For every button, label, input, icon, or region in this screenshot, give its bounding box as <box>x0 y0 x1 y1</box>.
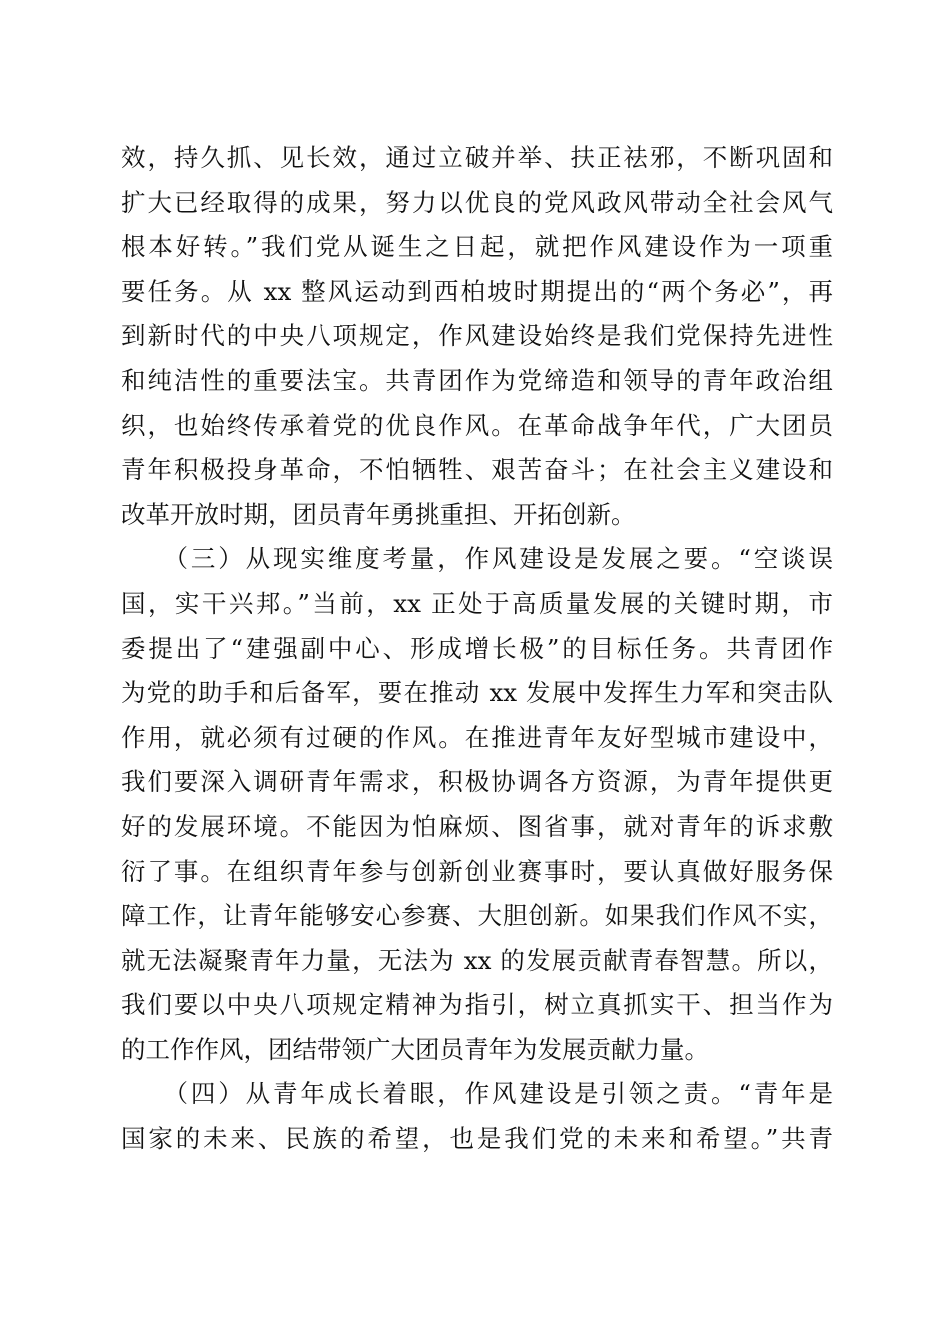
text-line: 衍了事。在组织青年参与创新创业赛事时，要认真做好服务保 <box>121 856 833 886</box>
text-line: 要任务。从 xx 整风运动到西柏坡时期提出的“两个务必”，再 <box>121 276 833 306</box>
text-line: 和纯洁性的重要法宝。共青团作为党缔造和领导的青年政治组 <box>121 365 833 395</box>
text-line: 青年积极投身革命，不怕牺牲、艰苦奋斗；在社会主义建设和 <box>121 455 833 485</box>
text-line: 国家的未来、民族的希望，也是我们党的未来和希望。”共青 <box>121 1124 833 1154</box>
text-line: 根本好转。”我们党从诞生之日起，就把作风建设作为一项重 <box>121 232 833 262</box>
text-line: 好的发展环境。不能因为怕麻烦、图省事，就对青年的诉求敷 <box>121 811 833 841</box>
text-line: 我们要以中央八项规定精神为指引，树立真抓实干、担当作为 <box>121 990 833 1020</box>
text-line: 织，也始终传承着党的优良作风。在革命战争年代，广大团员 <box>121 410 833 440</box>
text-line: 改革开放时期，团员青年勇挑重担、开拓创新。 <box>121 499 636 529</box>
section-heading-line: （四）从青年成长着眼，作风建设是引领之责。“青年是 <box>121 1079 833 1109</box>
section-heading-line: （三）从现实维度考量，作风建设是发展之要。“空谈误 <box>121 544 833 574</box>
text-line: 为党的助手和后备军，要在推动 xx 发展中发挥生力军和突击队 <box>121 678 833 708</box>
text-line: 效，持久抓、见长效，通过立破并举、扶正祛邪，不断巩固和 <box>121 143 833 172</box>
text-line: 的工作作风，团结带领广大团员青年为发展贡献力量。 <box>121 1034 709 1064</box>
text-line: 到新时代的中央八项规定，作风建设始终是我们党保持先进性 <box>121 321 833 351</box>
text-line: 作用，就必须有过硬的作风。在推进青年友好型城市建设中， <box>121 722 833 752</box>
body-text <box>121 136 833 1162</box>
text-line: 扩大已经取得的成果，努力以优良的党风政风带动全社会风气 <box>121 187 833 217</box>
text-line: 委提出了“建强副中心、形成增长极”的目标任务。共青团作 <box>121 633 833 663</box>
text-line: 国，实干兴邦。”当前，xx 正处于高质量发展的关键时期，市 <box>121 588 833 618</box>
text-line: 我们要深入调研青年需求，积极协调各方资源，为青年提供更 <box>121 767 833 797</box>
text-line: 就无法凝聚青年力量，无法为 xx 的发展贡献青春智慧。所以， <box>121 945 833 975</box>
text-line: 障工作，让青年能够安心参赛、大胆创新。如果我们作风不实， <box>121 901 833 931</box>
